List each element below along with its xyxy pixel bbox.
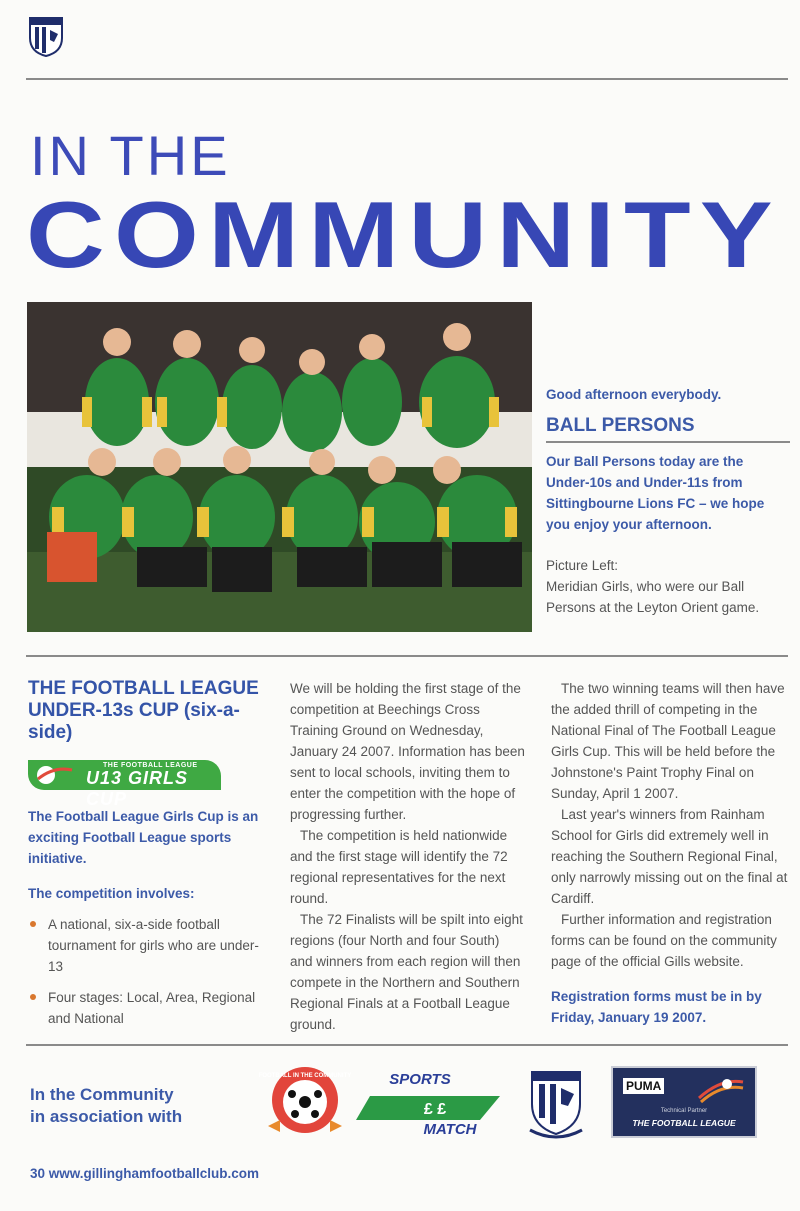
- caption-label: Picture Left:: [546, 558, 619, 573]
- col3-paragraph-1: The two winning teams will then have the added thrill of competing in the National Final of The Football League Girls Cup. This will be held before the Johnstone's Paint Trophy Final on Sunday, April 1 2007.: [551, 681, 785, 801]
- sports-match-top-text: SPORTS: [389, 1071, 451, 1088]
- sports-match-bottom-text: MATCH: [423, 1121, 477, 1138]
- section-title: BALL PERSONS: [546, 415, 695, 436]
- caption-text: Meridian Girls, who were our Ball Persons at the Leyton Orient game.: [546, 579, 760, 615]
- badge-small-text: THE FOOTBALL LEAGUE: [103, 762, 198, 769]
- u13-girls-cup-badge: [28, 760, 221, 809]
- puma-partner-text: Technical Partner: [660, 1108, 708, 1114]
- top-divider: [26, 78, 788, 80]
- greeting: Good afternoon everybody.: [546, 387, 722, 402]
- col2-paragraph-2: The competition is held nationwide and the first stage will identify the 72 regional representatives for the next round.: [290, 828, 508, 906]
- bottom-divider: [26, 1044, 788, 1046]
- ball-icon: [34, 764, 74, 786]
- col2-paragraph-3: The 72 Finalists will be spilt into eight regions (four North and four South) and winners from each region will then compete in the Northern and Southern Regional Finals at a Football League ground.: [290, 912, 523, 1032]
- page-number: 30: [30, 1166, 46, 1181]
- fitc-logo-text: FOOTBALL IN THE COMMUNITY: [258, 1073, 352, 1079]
- puma-football-league-logo: [611, 1066, 757, 1138]
- heading-line2: COMMUNITY: [26, 182, 782, 287]
- team-photo: [27, 302, 532, 632]
- list-item: Four stages: Local, Area, Regional and National: [28, 987, 268, 1029]
- article-lead: The Football League Girls Cup is an exciting Football League sports initiative.: [28, 809, 259, 866]
- partners-label-line1: In the Community: [30, 1085, 174, 1104]
- col3-paragraph-2: Last year's winners from Rainham School for Girls did extremely well in reaching the Southern Regional Final, only narrowly missing out on the final at Cardiff.: [551, 807, 788, 906]
- puma-brand: PUMA: [623, 1078, 664, 1094]
- col3-paragraph-3: Further information and registration forms can be found on the community page of the official Gills website.: [551, 912, 777, 969]
- registration-deadline: Registration forms must be in by Friday, January 19 2007.: [551, 989, 762, 1025]
- badge-big-text: U13 GIRLS CUP: [86, 768, 189, 809]
- club-crest-icon: [28, 14, 64, 58]
- puma-league-text: THE FOOTBALL LEAGUE: [632, 1118, 736, 1128]
- side-divider: [546, 441, 790, 443]
- heading-line1: IN THE: [30, 124, 231, 187]
- football-league-icon: [697, 1074, 745, 1104]
- list-item: A national, six-a-side football tournament for girls who are under-13: [28, 914, 268, 977]
- sports-match-logo: [360, 1068, 510, 1138]
- mid-divider: [26, 655, 788, 657]
- gillingham-crest-icon: [528, 1064, 584, 1140]
- involves-heading: The competition involves:: [28, 886, 195, 901]
- football-in-the-community-logo: [260, 1064, 350, 1138]
- article-title: THE FOOTBALL LEAGUE UNDER-13s CUP (six-a-side): [28, 678, 259, 743]
- website-link[interactable]: www.gillinghamfootballclub.com: [48, 1166, 260, 1181]
- ball-persons-intro: Our Ball Persons today are the Under-10s and Under-11s from Sittingbourne Lions FC – we hope you enjoy your afternoon.: [546, 454, 765, 532]
- col2-paragraph-1: We will be holding the first stage of the competition at Beechings Cross Training Ground on Wednesday, January 24 2007. Information has been sent to local schools, inviting them to enter the competition with the hope of progressing further.: [290, 681, 525, 822]
- page-footer: [30, 1166, 259, 1181]
- sports-match-mid-text: £ £: [423, 1101, 447, 1118]
- partners-label-line2: in association with: [30, 1107, 183, 1126]
